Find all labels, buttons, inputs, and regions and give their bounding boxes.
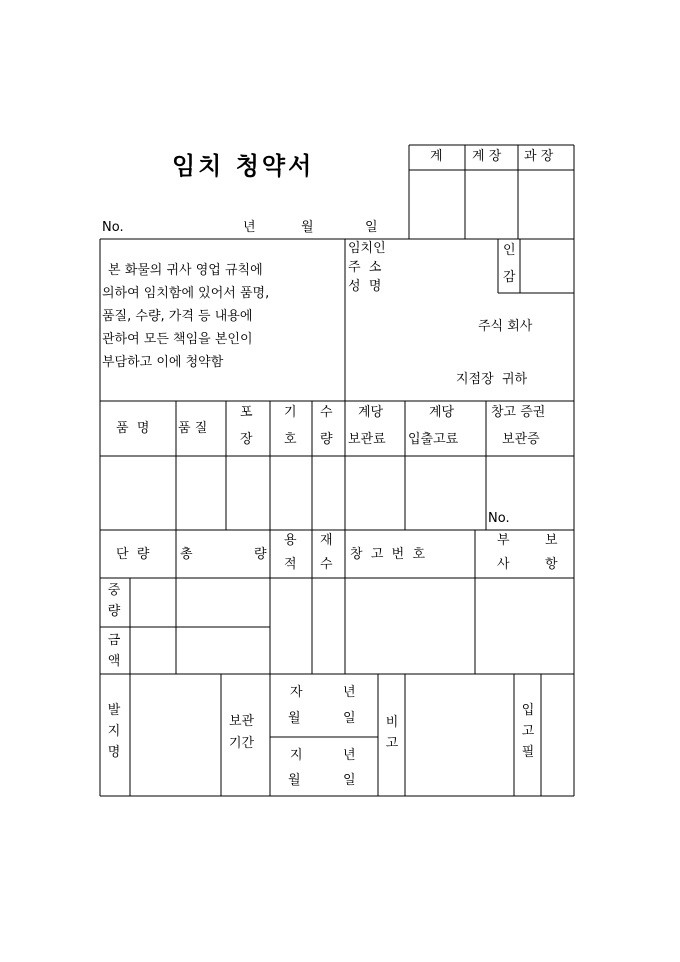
statement-line: 품질, 수량, 가격 등 내용에 [102, 309, 253, 324]
col-storage-fee-1: 계당 [358, 405, 384, 420]
col-quality: 품 질 [178, 421, 208, 436]
origin-label-1: 발 [107, 703, 121, 718]
col-handling-fee-2: 입출고료 [408, 432, 459, 447]
col-mark-2: 호 [284, 432, 297, 447]
col-insurance-3: 사 [497, 557, 510, 572]
col-unit-weight: 단 량 [116, 547, 150, 562]
period-to-year: 년 [343, 748, 356, 763]
col-qty-2: 량 [320, 432, 333, 447]
stamp-label-2: 고 [521, 724, 535, 739]
approval-col-2: 계 장 [472, 149, 502, 164]
depositor-address-label: 주 소 [348, 260, 382, 275]
period-to-day: 일 [343, 773, 356, 788]
application-statement [102, 259, 346, 374]
period-to: 지 [290, 748, 303, 763]
form-title: 임치 청약서 [172, 151, 315, 180]
period-from-month: 월 [288, 711, 301, 726]
col-packing-1: 포 [240, 405, 253, 420]
origin-label-3: 명 [107, 745, 121, 760]
weight-label-2: 량 [107, 604, 121, 619]
company-label: 주식 회사 [478, 319, 533, 334]
stored-stamp-label [520, 700, 536, 763]
date-month: 월 [301, 220, 314, 235]
remark-label-1: 비 [385, 715, 399, 730]
statement-line: 부담하고 이에 청약함 [102, 355, 224, 370]
origin-label-2: 지 [107, 724, 121, 739]
stamp-label-3: 필 [521, 745, 535, 760]
col-capacity-2: 적 [284, 557, 297, 572]
period-from: 자 [290, 685, 303, 700]
form-number-label: No. [102, 220, 124, 235]
col-storage-fee-2: 보관료 [348, 432, 386, 447]
col-total-weight-1: 총 [180, 547, 193, 562]
col-insurance-4: 항 [545, 557, 558, 572]
warrant-number-label: No. [488, 511, 510, 526]
col-warrant-1: 창고 증권 [491, 405, 546, 420]
col-packing-2: 장 [240, 432, 253, 447]
col-warehouse-number: 창 고 번 호 [350, 547, 426, 562]
amount-label-1: 금 [107, 633, 121, 648]
weight-label-1: 중 [107, 583, 121, 598]
period-from-year: 년 [343, 685, 356, 700]
approval-col-3: 과 장 [524, 149, 554, 164]
col-capacity-1: 용 [284, 533, 297, 548]
col-mark-1: 기 [284, 405, 297, 420]
col-insurance-2: 보 [545, 533, 558, 548]
storage-period-label-1: 보관 [229, 714, 255, 729]
col-warrant-2: 보관증 [502, 432, 540, 447]
remark-label-2: 고 [385, 736, 399, 751]
statement-line: 본 화물의 귀사 영업 규칙에 [108, 263, 263, 278]
col-qty-1: 수 [320, 405, 333, 420]
date-year: 년 [243, 220, 256, 235]
col-handling-fee-1: 계당 [429, 405, 455, 420]
remark-label [384, 712, 400, 754]
seal-label-top: 인 [503, 243, 516, 258]
period-from-day: 일 [343, 711, 356, 726]
col-material-2: 수 [320, 557, 333, 572]
amount-label [106, 630, 122, 672]
depositor-label: 임치인 [348, 241, 386, 256]
weight-label [106, 580, 122, 622]
storage-period-label-2: 기간 [229, 736, 255, 751]
addressee-label: 지점장 귀하 [456, 372, 528, 387]
statement-line: 의하여 임치함에 있어서 품명, [102, 286, 270, 301]
statement-line: 관하여 모든 책임을 본인이 [102, 332, 253, 347]
col-insurance-1: 부 [497, 533, 510, 548]
date-day: 일 [365, 220, 378, 235]
origin-name-label [106, 700, 122, 763]
period-to-month: 월 [288, 773, 301, 788]
approval-col-1: 계 [430, 149, 443, 164]
col-total-weight-2: 량 [254, 547, 267, 562]
amount-label-2: 액 [107, 654, 121, 669]
col-item-name: 품 명 [116, 421, 150, 436]
depositor-name-label: 성 명 [348, 279, 382, 294]
col-material-1: 재 [320, 533, 333, 548]
stamp-label-1: 입 [521, 703, 535, 718]
seal-label-bottom: 감 [503, 270, 516, 285]
